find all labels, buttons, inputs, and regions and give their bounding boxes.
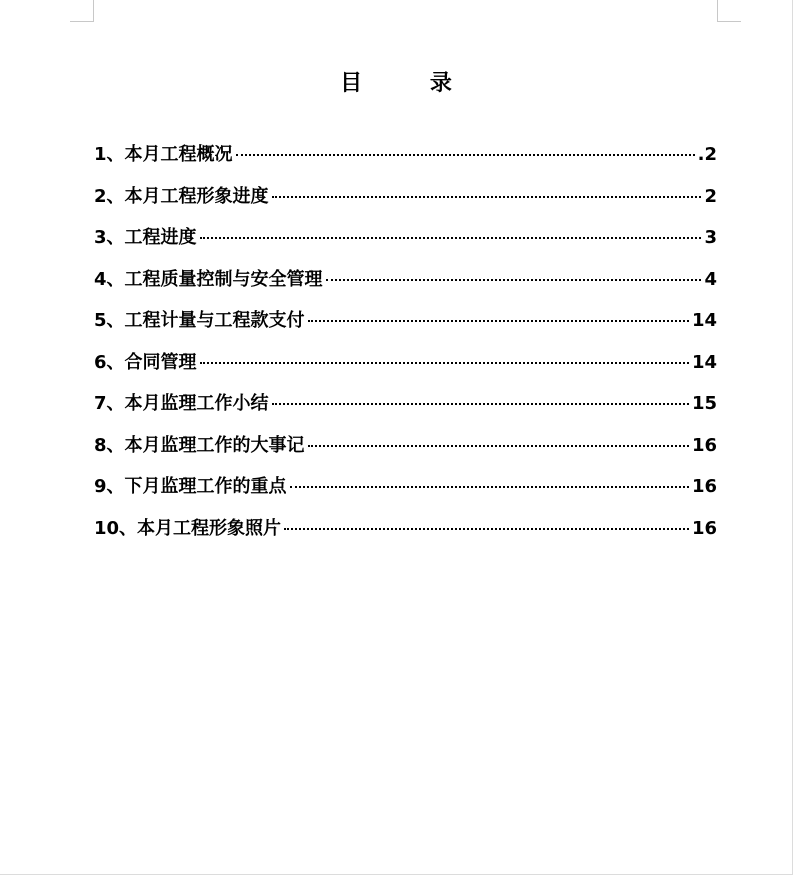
- toc-dot-leader: [284, 528, 689, 530]
- toc-entry[interactable]: [94, 348, 717, 390]
- toc-entry[interactable]: [94, 182, 717, 224]
- toc-entry[interactable]: [94, 265, 717, 307]
- toc-entry-label: 5、工程计量与工程款支付: [94, 310, 305, 331]
- toc-entry[interactable]: [94, 306, 717, 348]
- toc-entry-label: 10、本月工程形象照片: [94, 517, 282, 539]
- toc-entry[interactable]: [94, 431, 717, 473]
- toc-page-number: 3: [704, 227, 717, 248]
- toc-dot-leader: [236, 154, 695, 156]
- toc-entry-label: 3、工程进度: [94, 227, 197, 248]
- toc-dot-leader: [308, 320, 689, 322]
- crop-mark-top-right: [717, 21, 741, 22]
- toc-page-number: 4: [704, 268, 717, 290]
- toc-dot-leader: [272, 403, 689, 405]
- toc-entry-label: 2、本月工程形象进度: [94, 185, 269, 207]
- crop-mark-top-left: [70, 21, 94, 22]
- toc-entry[interactable]: [94, 472, 717, 514]
- toc-page-number: 15: [691, 393, 717, 414]
- toc-dot-leader: [308, 445, 689, 447]
- toc-entry-label: 6、合同管理: [94, 351, 197, 373]
- toc-entry-label: 8、本月监理工作的大事记: [94, 434, 305, 456]
- toc-entry-label: 4、工程质量控制与安全管理: [94, 268, 323, 290]
- toc-title: 目 录: [340, 71, 482, 96]
- toc-page-number: 14: [691, 351, 717, 373]
- toc-page-number: 16: [691, 476, 717, 497]
- toc-entry[interactable]: [94, 514, 717, 556]
- toc-page-number: 16: [691, 434, 717, 456]
- toc-dot-leader: [200, 237, 702, 239]
- toc-dot-leader: [272, 196, 702, 198]
- toc-entry-label: 9、下月监理工作的重点: [94, 476, 287, 497]
- toc-page-number: 16: [691, 517, 717, 539]
- crop-mark-top-right: [717, 0, 718, 22]
- toc-page-number: .2: [697, 144, 717, 165]
- toc-entry[interactable]: [94, 140, 717, 182]
- toc-page-number: 2: [704, 185, 717, 207]
- toc-page-number: 14: [691, 310, 717, 331]
- toc-dot-leader: [290, 486, 689, 488]
- toc-entry-label: 7、本月监理工作小结: [94, 393, 269, 414]
- toc-entry[interactable]: [94, 223, 717, 265]
- toc-entry[interactable]: [94, 389, 717, 431]
- toc-entry-label: 1、本月工程概况: [94, 144, 233, 165]
- crop-mark-top-left: [93, 0, 94, 22]
- table-of-contents: [94, 140, 717, 555]
- toc-dot-leader: [200, 362, 689, 364]
- toc-dot-leader: [326, 279, 702, 281]
